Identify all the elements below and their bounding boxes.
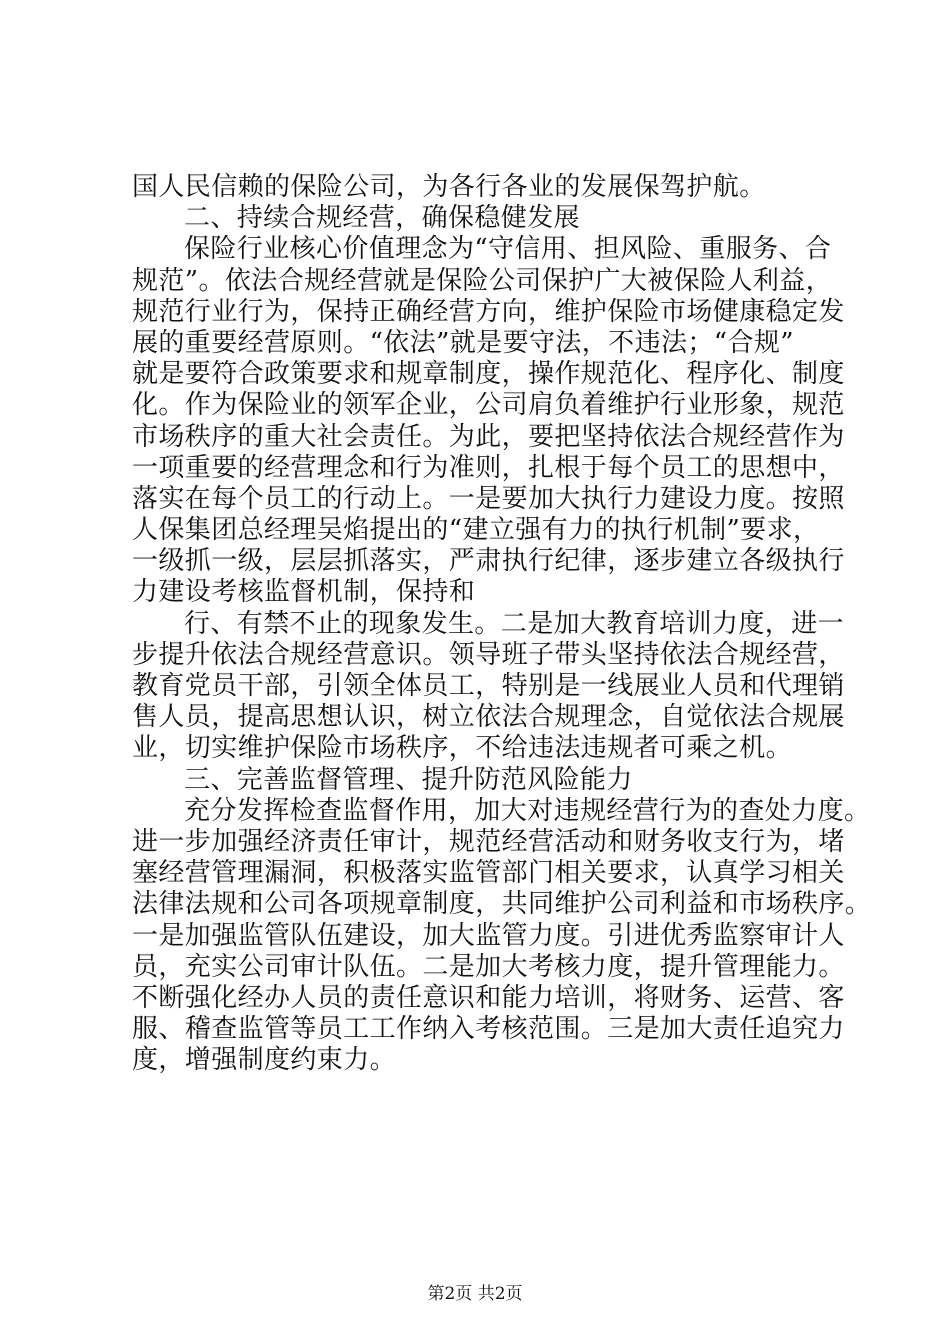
text-line: 步提升依法合规经营意识。领导班子带头坚持依法合规经营， xyxy=(132,639,845,670)
text-line: 行、有禁不止的现象发生。二是加大教育培训力度，进一 xyxy=(184,608,845,639)
text-line: 展的重要经营原则。“依法”就是要守法，不违法；“合规” xyxy=(132,327,794,358)
section-heading-2: 二、持续合规经营，确保稳健发展 xyxy=(184,203,581,234)
text-line: 进一步加强经济责任审计，规范经营活动和财务收支行为，堵 xyxy=(132,826,845,857)
text-line: 落实在每个员工的行动上。一是要加大执行力建设力度。按照 xyxy=(132,483,845,514)
text-line: 规范”。依法合规经营就是保险公司保护广大被保险人利益， xyxy=(132,265,833,296)
document-body xyxy=(132,172,872,1076)
text-line: 一是加强监管队伍建设，加大监管力度。引进优秀监察审计人 xyxy=(132,920,845,951)
text-line: 一项重要的经营理念和行为准则，扎根于每个员工的思想中， xyxy=(132,452,845,483)
text-line: 规范行业行为，保持正确经营方向，维护保险市场健康稳定发 xyxy=(132,296,845,327)
text-line: 业，切实维护保险市场秩序，不给违法违规者可乘之机。 xyxy=(132,733,793,764)
text-line: 员，充实公司审计队伍。二是加大考核力度，提升管理能力。 xyxy=(132,951,845,982)
text-line: 力建设考核监督机制，保持和 xyxy=(132,577,476,608)
text-line: 度，增强制度约束力。 xyxy=(132,1045,397,1076)
text-line: 塞经营管理漏洞，积极落实监管部门相关要求，认真学习相关 xyxy=(132,858,845,889)
text-line: 化。作为保险业的领军企业，公司肩负着维护行业形象，规范 xyxy=(132,390,845,421)
text-line: 不断强化经办人员的责任意识和能力培训，将财务、运营、客 xyxy=(132,982,845,1013)
text-line: 一级抓一级，层层抓落实，严肃执行纪律，逐步建立各级执行 xyxy=(132,546,845,577)
text-line: 服、稽查监管等员工工作纳入考核范围。三是加大责任追究力 xyxy=(132,1014,845,1045)
section-heading-3: 三、完善监督管理、提升防范风险能力 xyxy=(184,764,633,795)
text-line: 国人民信赖的保险公司，为各行各业的发展保驾护航。 xyxy=(132,172,766,202)
text-line: 市场秩序的重大社会责任。为此，要把坚持依法合规经营作为 xyxy=(132,421,845,452)
text-line: 人保集团总经理吴焰提出的“建立强有力的执行机制”要求， xyxy=(132,515,820,546)
text-line: 就是要符合政策要求和规章制度，操作规范化、程序化、制度 xyxy=(132,359,845,390)
text-line: 充分发挥检查监督作用，加大对违规经营行为的查处力度。 xyxy=(184,795,871,826)
text-line: 售人员，提高思想认识，树立依法合规理念，自觉依法合规展 xyxy=(132,702,845,733)
text-line: 教育党员干部，引领全体员工，特别是一线展业人员和代理销 xyxy=(132,671,845,701)
text-line: 保险行业核心价值理念为“守信用、担风险、重服务、合 xyxy=(184,234,832,265)
text-line: 法律法规和公司各项规章制度，共同维护公司利益和市场秩序。 xyxy=(132,889,872,920)
page-number-footer: 第2页 共2页 xyxy=(427,1284,523,1304)
